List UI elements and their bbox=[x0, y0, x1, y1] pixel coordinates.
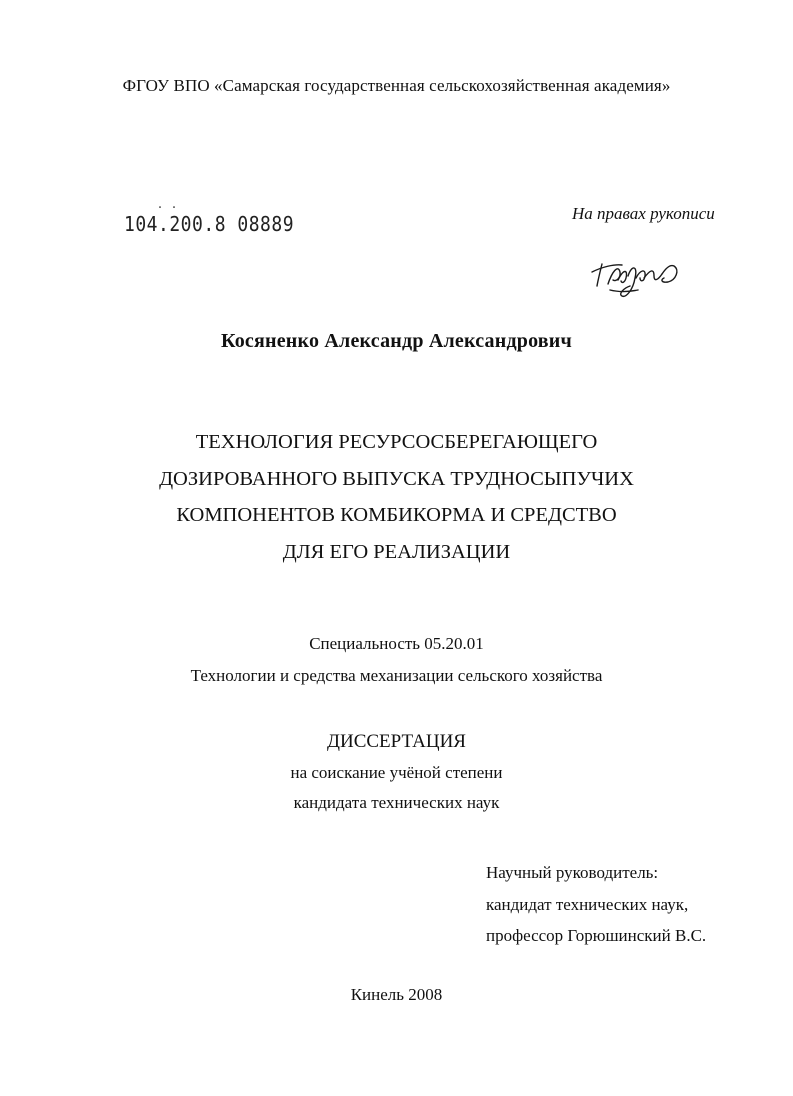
manuscript-rights-note: На правах рукописи bbox=[572, 204, 715, 223]
advisor-degree: кандидат технических наук, bbox=[486, 894, 689, 914]
degree-purpose: на соискание учёной степени bbox=[290, 763, 503, 782]
handwritten-signature bbox=[588, 250, 688, 306]
institution-header: ФГОУ ВПО «Самарская государственная сельскохозяйственная академия» bbox=[122, 76, 671, 95]
advisor-label: Научный руководитель: bbox=[486, 863, 659, 882]
title-line: ДЛЯ ЕГО РЕАЛИЗАЦИИ bbox=[282, 540, 511, 563]
archive-number-value: 104.200.8 08889 bbox=[124, 213, 295, 237]
scientific-advisor-block bbox=[486, 857, 706, 952]
title-line: КОМПОНЕНТОВ КОМБИКОРМА И СРЕДСТВО bbox=[176, 504, 617, 526]
title-line: ДОЗИРОВАННОГО ВЫПУСКА ТРУДНОСЫПУЧИХ bbox=[159, 467, 634, 490]
archive-number bbox=[124, 201, 295, 237]
author-name: Косяненко Александр Александрович bbox=[221, 330, 572, 352]
advisor-name: профессор Горюшинский В.С. bbox=[486, 926, 707, 945]
title-line: ТЕХНОЛОГИЯ РЕСУРСОСБЕРЕГАЮЩЕГО bbox=[195, 431, 598, 453]
dissertation-title bbox=[0, 424, 793, 570]
archive-number-dots: · · bbox=[157, 201, 179, 215]
degree-name: кандидата технических наук bbox=[293, 793, 500, 812]
place-and-year: Кинель 2008 bbox=[350, 985, 443, 1004]
specialty-name: Технологии и средства механизации сельского хозяйства bbox=[190, 666, 603, 685]
specialty-code: Специальность 05.20.01 bbox=[309, 634, 484, 653]
document-type: ДИССЕРТАЦИЯ bbox=[327, 731, 466, 752]
